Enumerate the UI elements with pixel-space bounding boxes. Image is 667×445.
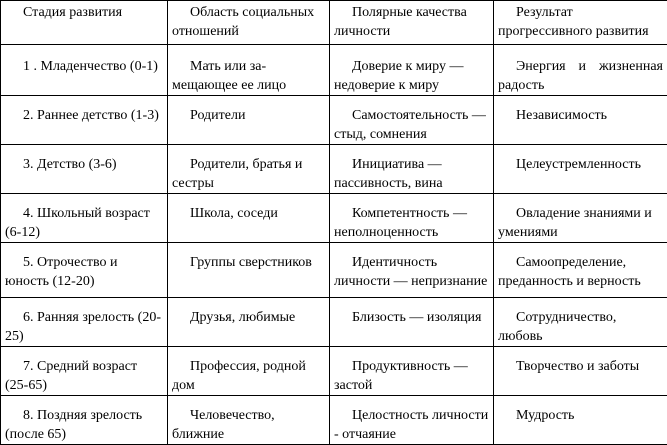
cell-text: Инициатива — пассивность, вина bbox=[334, 157, 443, 191]
stage-cell bbox=[1, 347, 168, 396]
cell-text: 7. Средний возраст (25-65) bbox=[5, 359, 137, 393]
cell-text: Энергия и жизненная радость bbox=[498, 59, 663, 93]
result-cell bbox=[494, 347, 667, 396]
result-cell bbox=[494, 45, 667, 96]
cell-text: Компетентность — неполноценность bbox=[334, 206, 467, 240]
header-cell bbox=[168, 1, 330, 45]
stage-cell bbox=[1, 96, 168, 145]
cell-text: 5. Отрочество и юность (12-20) bbox=[5, 255, 117, 289]
cell-text: Продуктивность — застой bbox=[334, 359, 468, 393]
cell-text: Группы сверстников bbox=[190, 255, 312, 270]
social-area-cell bbox=[168, 96, 330, 145]
stage-cell bbox=[1, 396, 168, 445]
cell-text: Близость — изоляция bbox=[352, 310, 481, 325]
polar-qualities-cell bbox=[330, 45, 494, 96]
table-row bbox=[1, 347, 667, 396]
polar-qualities-cell bbox=[330, 396, 494, 445]
cell-text: Мать или за-мещающее ее лицо bbox=[172, 59, 286, 93]
cell-text: Самоопределение, преданность и верность bbox=[498, 255, 641, 289]
table-row bbox=[1, 194, 667, 243]
result-cell bbox=[494, 298, 667, 347]
stage-cell bbox=[1, 194, 168, 243]
cell-text: Овладение знаниями и умениями bbox=[498, 206, 652, 240]
cell-text: 6. Ранняя зрелость (20-25) bbox=[5, 310, 161, 344]
cell-text: Профессия, родной дом bbox=[172, 359, 306, 393]
header-social-area: Область социальных отношений bbox=[172, 5, 314, 39]
cell-text: Друзья, любимые bbox=[190, 310, 295, 325]
polar-qualities-cell bbox=[330, 194, 494, 243]
social-area-cell bbox=[168, 145, 330, 194]
header-cell bbox=[1, 1, 168, 45]
result-cell bbox=[494, 396, 667, 445]
table-row bbox=[1, 396, 667, 445]
social-area-cell bbox=[168, 45, 330, 96]
result-cell bbox=[494, 194, 667, 243]
table-header-row bbox=[1, 1, 667, 45]
polar-qualities-cell bbox=[330, 96, 494, 145]
cell-text: Целостность личности - отчаяние bbox=[334, 408, 488, 442]
social-area-cell bbox=[168, 194, 330, 243]
stage-cell bbox=[1, 45, 168, 96]
header-cell bbox=[494, 1, 667, 45]
table-row bbox=[1, 243, 667, 298]
header-result: Результат прогрессивного развития bbox=[498, 5, 649, 39]
social-area-cell bbox=[168, 396, 330, 445]
table-row bbox=[1, 145, 667, 194]
cell-text: Доверие к миру — недоверие к миру bbox=[334, 59, 463, 93]
cell-text: Идентичность личности — непризнание bbox=[334, 255, 487, 289]
cell-text: Человечество, ближние bbox=[172, 408, 275, 442]
stage-cell bbox=[1, 298, 168, 347]
cell-text: Творчество и заботы bbox=[516, 359, 639, 374]
stage-cell bbox=[1, 243, 168, 298]
social-area-cell bbox=[168, 347, 330, 396]
polar-qualities-cell bbox=[330, 298, 494, 347]
result-cell bbox=[494, 96, 667, 145]
cell-text: 1 . Младенчество (0-1) bbox=[23, 59, 158, 74]
cell-text: 3. Детство (3-6) bbox=[23, 157, 117, 172]
cell-text: Родители, братья и сестры bbox=[172, 157, 302, 191]
header-stage: Стадия развития bbox=[23, 5, 122, 20]
cell-text: 2. Раннее детство (1-3) bbox=[23, 108, 159, 123]
polar-qualities-cell bbox=[330, 347, 494, 396]
stage-cell bbox=[1, 145, 168, 194]
polar-qualities-cell bbox=[330, 145, 494, 194]
cell-text: Целеустремленность bbox=[516, 157, 641, 172]
result-cell bbox=[494, 145, 667, 194]
cell-text: Сотрудничество, любовь bbox=[498, 310, 616, 344]
result-cell bbox=[494, 243, 667, 298]
cell-text: 8. Поздняя зрелость (после 65) bbox=[5, 408, 142, 442]
cell-text: Школа, соседи bbox=[190, 206, 278, 221]
cell-text: 4. Школьный возраст (6-12) bbox=[5, 206, 150, 240]
table-row bbox=[1, 298, 667, 347]
table-row bbox=[1, 45, 667, 96]
header-polar-qualities: Полярные качества личности bbox=[334, 5, 467, 39]
header-cell bbox=[330, 1, 494, 45]
polar-qualities-cell bbox=[330, 243, 494, 298]
social-area-cell bbox=[168, 243, 330, 298]
cell-text: Независимость bbox=[516, 108, 607, 123]
table-row bbox=[1, 96, 667, 145]
social-area-cell bbox=[168, 298, 330, 347]
cell-text: Самостоятельность — стыд, сомнения bbox=[334, 108, 486, 142]
cell-text: Мудрость bbox=[516, 408, 574, 423]
cell-text: Родители bbox=[190, 108, 245, 123]
